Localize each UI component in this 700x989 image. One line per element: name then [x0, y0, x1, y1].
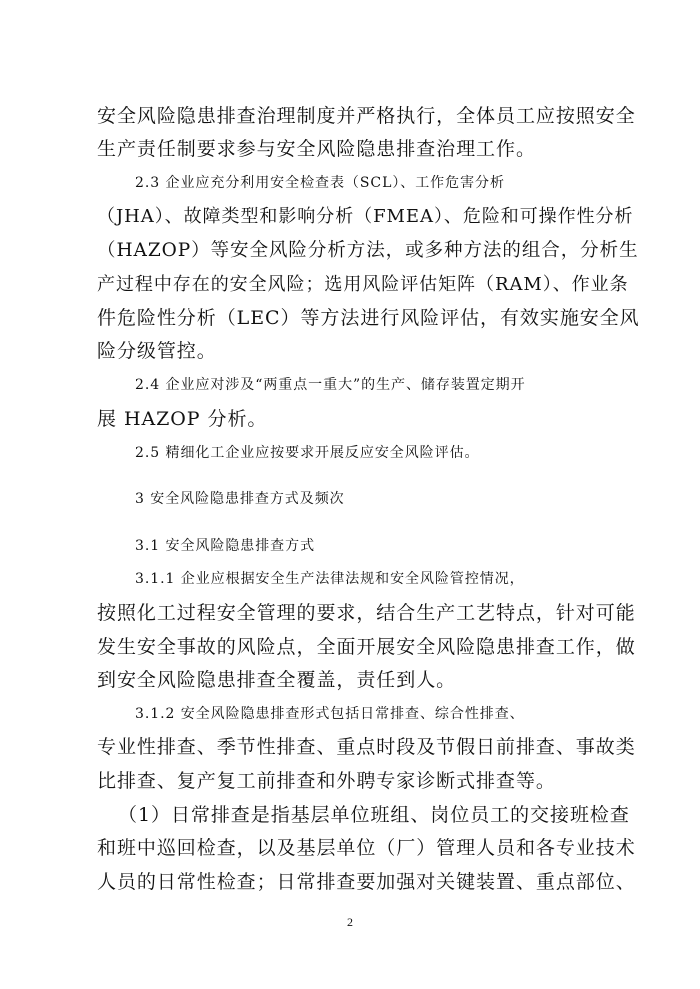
section-3-1-1-line: 3.1.1 企业应根据安全生产法律法规和安全风险管控情况， — [135, 571, 525, 587]
item-1-line: （1）日常排查是指基层单位班组、岗位员工的交接班检查 — [118, 804, 630, 826]
text-line: 和班中巡回检查，以及基层单位（厂）管理人员和各专业技术 — [97, 837, 636, 859]
section-2-4-heading-line: 2.4 企业应对涉及“两重点一重大”的生产、储存装置定期开 — [135, 377, 526, 393]
section-3-1-heading: 3.1 安全风险隐患排查方式 — [135, 538, 316, 554]
text-line: 产过程中存在的安全风险；选用风险评估矩阵（RAM）、作业条 — [97, 274, 629, 295]
text-line: （JHA）、故障类型和影响分析（FMEA）、危险和可操作性分析 — [97, 206, 634, 227]
text-line: 专业性排查、季节性排查、重点时段及节假日前排查、事故类 — [97, 736, 636, 758]
text-line: 件危险性分析（LEC）等方法进行风险评估，有效实施安全风 — [97, 307, 640, 329]
page-number: 2 — [347, 915, 353, 929]
section-2-3-heading-line: 2.3 企业应充分利用安全检查表（SCL）、工作危害分析 — [135, 175, 505, 191]
text-line: 展 HAZOP 分析。 — [97, 408, 268, 430]
section-3-heading: 3 安全风险隐患排查方式及频次 — [135, 491, 345, 507]
text-line: （HAZOP）等安全风险分析方法，或多种方法的组合，分析生 — [97, 240, 639, 261]
text-line: 到安全风险隐患排查全覆盖，责任到人。 — [97, 669, 457, 691]
section-2-5-line: 2.5 精细化工企业应按要求开展反应安全风险评估。 — [135, 445, 480, 461]
text-line: 按照化工过程安全管理的要求，结合生产工艺特点，针对可能 — [97, 602, 636, 624]
text-line: 比排查、复产复工前排查和外聘专家诊断式排查等。 — [97, 770, 556, 792]
text-line: 生产责任制要求参与安全风险隐患排查治理工作。 — [97, 138, 536, 160]
text-line: 发生安全事故的风险点，全面开展安全风险隐患排查工作，做 — [97, 636, 636, 658]
text-line: 安全风险隐患排查治理制度并严格执行，全体员工应按照安全 — [97, 105, 636, 127]
text-line: 人员的日常性检查；日常排查要加强对关键装置、重点部位、 — [97, 871, 636, 893]
section-3-1-2-line: 3.1.2 安全风险隐患排查形式包括日常排查、综合性排查、 — [135, 706, 525, 722]
text-line: 险分级管控。 — [97, 340, 217, 362]
